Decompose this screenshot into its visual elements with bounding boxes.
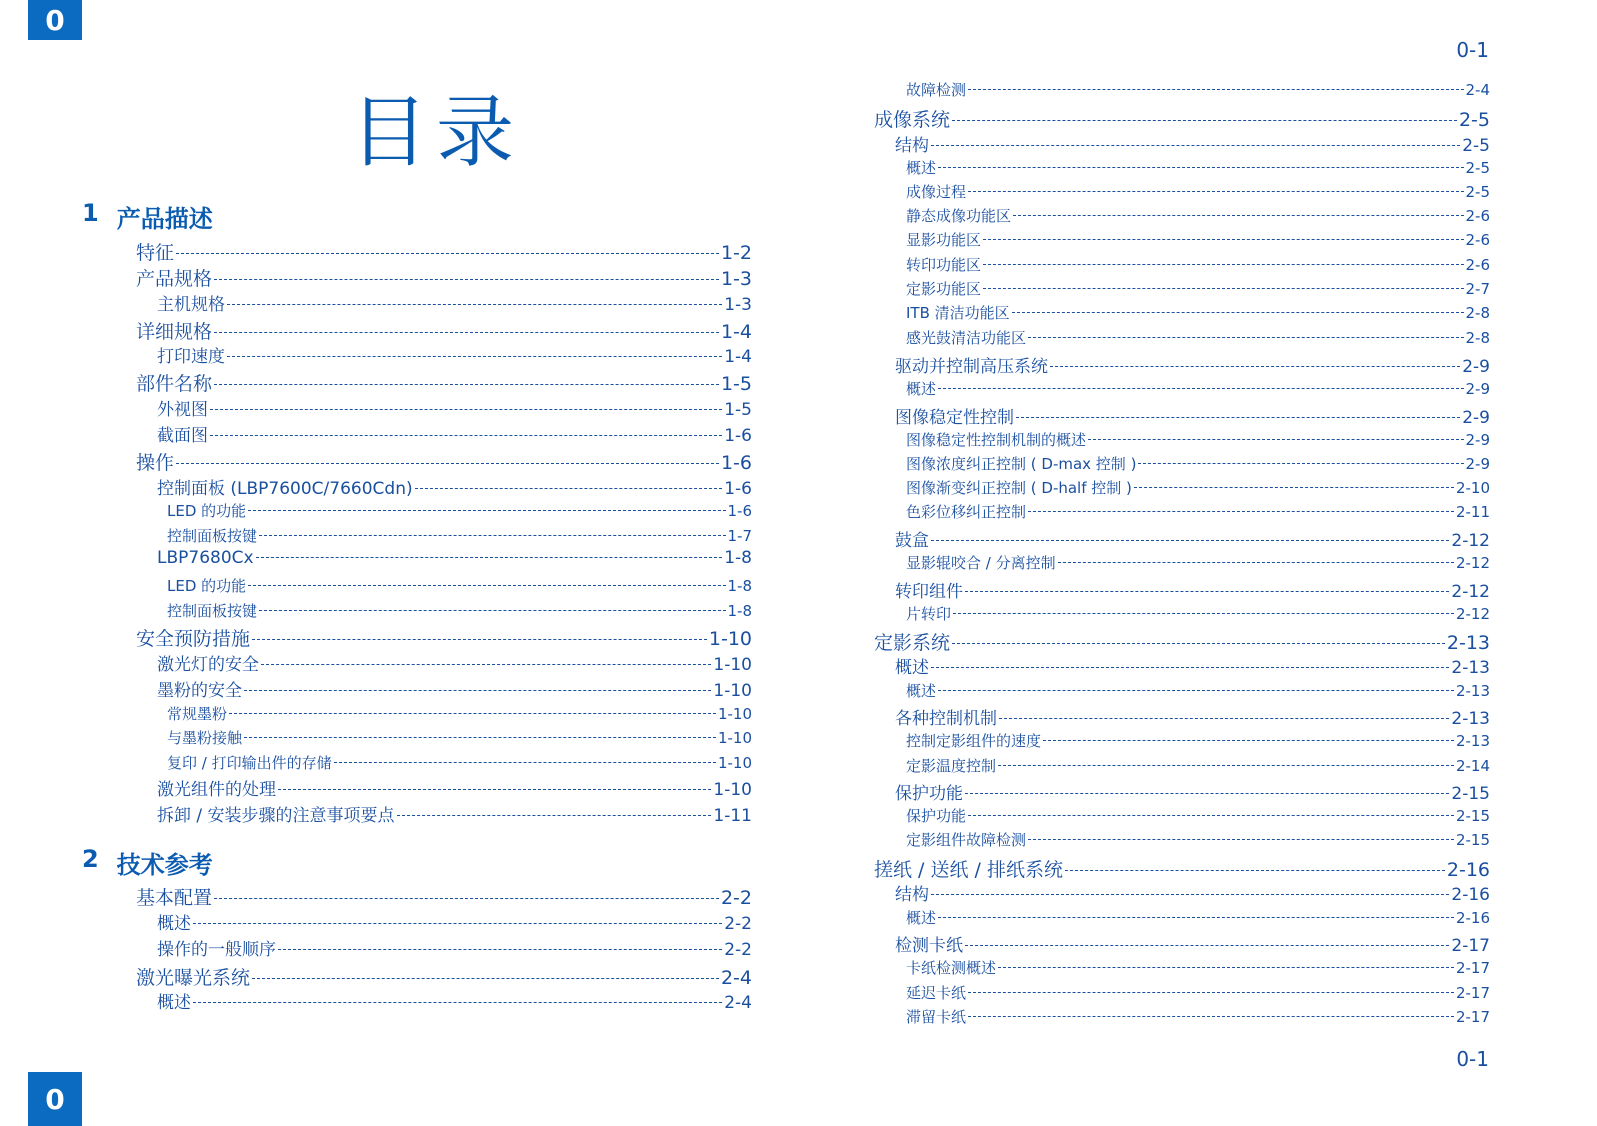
toc-entry[interactable] bbox=[906, 302, 1490, 323]
toc-dot-leader bbox=[252, 978, 719, 979]
toc-entry[interactable] bbox=[895, 352, 1490, 377]
toc-entry[interactable] bbox=[906, 501, 1490, 522]
toc-entry[interactable] bbox=[906, 829, 1490, 850]
toc-entry-page: 2-17 bbox=[1451, 936, 1490, 956]
toc-entry-title: 拆卸 / 安装步骤的注意事项要点 bbox=[157, 806, 395, 826]
toc-dot-leader bbox=[965, 945, 1449, 946]
toc-entry-page: 1-10 bbox=[708, 628, 752, 650]
toc-entry[interactable] bbox=[906, 982, 1490, 1003]
toc-dot-leader bbox=[1012, 312, 1464, 313]
toc-entry-page: 1-8 bbox=[727, 602, 752, 620]
toc-dot-leader bbox=[968, 815, 1454, 816]
toc-entry[interactable] bbox=[906, 378, 1490, 399]
toc-entry-page: 2-17 bbox=[1455, 1008, 1490, 1026]
toc-entry-title: ITB 清洁功能区 bbox=[906, 304, 1010, 322]
toc-entry[interactable] bbox=[157, 395, 752, 420]
toc-dot-leader bbox=[983, 239, 1463, 240]
toc-dot-leader bbox=[256, 557, 723, 558]
toc-dot-leader bbox=[397, 815, 712, 816]
toc-dot-leader bbox=[938, 917, 1454, 918]
toc-entry-page: 1-5 bbox=[720, 373, 752, 395]
toc-entry[interactable] bbox=[906, 477, 1490, 498]
toc-entry-page: 2-13 bbox=[1451, 709, 1490, 729]
toc-entry-title: 主机规格 bbox=[157, 295, 225, 315]
toc-entry[interactable] bbox=[906, 603, 1490, 624]
toc-entry-title: 显影辊咬合 / 分离控制 bbox=[906, 554, 1056, 572]
toc-entry[interactable] bbox=[895, 704, 1490, 729]
toc-entry-page: 2-4 bbox=[1465, 81, 1490, 99]
toc-dot-leader bbox=[1138, 463, 1463, 464]
toc-entry-page: 2-8 bbox=[1465, 329, 1490, 347]
toc-entry-page: 1-3 bbox=[720, 268, 752, 290]
toc-entry[interactable] bbox=[895, 653, 1490, 678]
toc-entry[interactable] bbox=[874, 628, 1490, 655]
toc-entry-page: 2-4 bbox=[724, 993, 752, 1013]
toc-dot-leader bbox=[938, 167, 1463, 168]
toc-entry-page: 1-6 bbox=[724, 479, 752, 499]
toc-dot-leader bbox=[227, 304, 722, 305]
toc-entry-title: 安全预防措施 bbox=[136, 628, 251, 650]
toc-entry-title: 卡纸检测概述 bbox=[906, 959, 997, 977]
section-title: 技术参考 bbox=[116, 851, 213, 879]
toc-entry-page: 2-6 bbox=[1465, 231, 1490, 249]
toc-entry-title: 搓纸 / 送纸 / 排纸系统 bbox=[874, 859, 1063, 881]
toc-entry-page: 2-2 bbox=[720, 887, 752, 909]
toc-entry-page: 1-10 bbox=[717, 705, 752, 723]
toc-entry-title: 定影系统 bbox=[874, 632, 951, 654]
toc-entry-title: 概述 bbox=[906, 159, 937, 177]
toc-entry-title: 复印 / 打印输出件的存储 bbox=[167, 754, 332, 772]
toc-entry-title: 墨粉的安全 bbox=[157, 681, 242, 701]
toc-dot-leader bbox=[965, 591, 1449, 592]
toc-entry[interactable] bbox=[167, 575, 752, 596]
toc-dot-leader bbox=[952, 120, 1457, 121]
toc-entry[interactable] bbox=[906, 453, 1490, 474]
toc-entry-title: 片转印 bbox=[906, 605, 952, 623]
toc-dot-leader bbox=[968, 992, 1454, 993]
toc-entry-page: 2-5 bbox=[1465, 183, 1490, 201]
toc-entry-page: 2-15 bbox=[1455, 807, 1490, 825]
toc-entry[interactable] bbox=[906, 957, 1490, 978]
toc-entry[interactable] bbox=[167, 752, 752, 773]
toc-entry-title: 结构 bbox=[895, 885, 929, 905]
toc-entry-page: 2-13 bbox=[1446, 632, 1490, 654]
toc-entry-title: 与墨粉接触 bbox=[167, 729, 243, 747]
toc-entry-page: 1-5 bbox=[724, 400, 752, 420]
toc-dot-leader bbox=[229, 713, 716, 714]
toc-entry[interactable] bbox=[906, 181, 1490, 202]
toc-entry-title: 概述 bbox=[157, 993, 191, 1013]
toc-entry-page: 1-7 bbox=[727, 527, 752, 545]
toc-entry-page: 2-9 bbox=[1465, 455, 1490, 473]
toc-entry-title: 滞留卡纸 bbox=[906, 1008, 967, 1026]
toc-entry-page: 2-4 bbox=[720, 967, 752, 989]
toc-dot-leader bbox=[938, 690, 1454, 691]
toc-entry[interactable] bbox=[136, 883, 752, 910]
toc-entry[interactable] bbox=[157, 421, 752, 446]
toc-entry-page: 1-10 bbox=[713, 655, 752, 675]
toc-entry-page: 1-10 bbox=[713, 780, 752, 800]
toc-entry[interactable] bbox=[167, 727, 752, 748]
section-heading bbox=[82, 199, 213, 234]
toc-entry-title: 延迟卡纸 bbox=[906, 984, 967, 1002]
page-number-bottom: 0-1 bbox=[1456, 1047, 1489, 1071]
toc-entry-title: 部件名称 bbox=[136, 373, 213, 395]
toc-dot-leader bbox=[214, 384, 719, 385]
toc-entry[interactable] bbox=[874, 855, 1490, 882]
toc-entry-page: 1-4 bbox=[724, 347, 752, 367]
toc-dot-leader bbox=[968, 1016, 1454, 1017]
toc-entry-page: 1-2 bbox=[720, 242, 752, 264]
toc-entry[interactable] bbox=[157, 474, 752, 499]
toc-dot-leader bbox=[214, 898, 719, 899]
toc-entry-title: 详细规格 bbox=[136, 321, 213, 343]
toc-entry[interactable] bbox=[157, 988, 752, 1013]
toc-dot-leader bbox=[953, 613, 1454, 614]
toc-entry[interactable] bbox=[136, 963, 752, 990]
toc-dot-leader bbox=[1050, 366, 1460, 367]
toc-dot-leader bbox=[983, 288, 1463, 289]
toc-dot-leader bbox=[248, 585, 725, 586]
toc-entry[interactable] bbox=[906, 327, 1490, 348]
toc-entry-page: 2-15 bbox=[1451, 784, 1490, 804]
page-number-top: 0-1 bbox=[1456, 38, 1489, 62]
toc-entry[interactable] bbox=[906, 755, 1490, 776]
toc-entry-title: 激光组件的处理 bbox=[157, 780, 276, 800]
toc-entry-page: 2-17 bbox=[1455, 984, 1490, 1002]
toc-dot-leader bbox=[968, 89, 1463, 90]
toc-entry-page: 2-13 bbox=[1455, 682, 1490, 700]
toc-entry[interactable] bbox=[157, 909, 752, 934]
toc-entry-page: 2-12 bbox=[1455, 554, 1490, 572]
toc-entry[interactable] bbox=[906, 680, 1490, 701]
toc-dot-leader bbox=[278, 789, 711, 790]
toc-entry-page: 2-2 bbox=[724, 940, 752, 960]
toc-entry[interactable] bbox=[906, 805, 1490, 826]
toc-entry-page: 2-5 bbox=[1458, 109, 1490, 131]
toc-entry-page: 2-9 bbox=[1462, 357, 1490, 377]
toc-dot-leader bbox=[210, 409, 722, 410]
toc-dot-leader bbox=[176, 463, 719, 464]
toc-dot-leader bbox=[1016, 417, 1460, 418]
toc-entry-title: 成像过程 bbox=[906, 183, 967, 201]
toc-entry[interactable] bbox=[906, 730, 1490, 751]
toc-entry-page: 1-11 bbox=[713, 806, 752, 826]
toc-entry[interactable] bbox=[906, 429, 1490, 450]
toc-entry[interactable] bbox=[874, 105, 1490, 132]
section-number: 1 bbox=[82, 199, 99, 227]
toc-entry-title: 概述 bbox=[906, 380, 937, 398]
toc-entry-page: 2-15 bbox=[1455, 831, 1490, 849]
toc-dot-leader bbox=[176, 253, 719, 254]
toc-dot-leader bbox=[1065, 870, 1445, 871]
toc-entry-title: LED 的功能 bbox=[167, 577, 247, 595]
toc-dot-leader bbox=[210, 435, 722, 436]
toc-entry-page: 1-10 bbox=[713, 681, 752, 701]
toc-entry-title: 保护功能 bbox=[906, 807, 967, 825]
toc-entry-title: 打印速度 bbox=[157, 347, 225, 367]
toc-entry-title: 图像稳定性控制机制的概述 bbox=[906, 431, 1087, 449]
toc-entry-page: 2-16 bbox=[1455, 909, 1490, 927]
toc-entry-page: 1-8 bbox=[727, 577, 752, 595]
toc-entry-title: 故障检测 bbox=[906, 81, 967, 99]
toc-dot-leader bbox=[278, 949, 722, 950]
toc-entry-title: 常规墨粉 bbox=[167, 705, 228, 723]
toc-entry[interactable] bbox=[906, 229, 1490, 250]
toc-dot-leader bbox=[261, 664, 711, 665]
toc-entry[interactable] bbox=[906, 157, 1490, 178]
toc-entry-page: 2-16 bbox=[1446, 859, 1490, 881]
toc-entry[interactable] bbox=[136, 317, 752, 344]
toc-entry[interactable] bbox=[167, 525, 752, 546]
toc-entry[interactable] bbox=[157, 342, 752, 367]
toc-entry-title: 激光曝光系统 bbox=[136, 967, 251, 989]
toc-dot-leader bbox=[227, 356, 722, 357]
toc-entry-title: 概述 bbox=[895, 658, 929, 678]
toc-entry-page: 2-13 bbox=[1451, 658, 1490, 678]
toc-entry-page: 1-6 bbox=[724, 426, 752, 446]
toc-dot-leader bbox=[1043, 740, 1454, 741]
toc-dot-leader bbox=[1028, 839, 1454, 840]
toc-entry-title: 定影温度控制 bbox=[906, 757, 997, 775]
toc-entry-title: 基本配置 bbox=[136, 887, 213, 909]
section-title: 产品描述 bbox=[116, 205, 213, 233]
toc-entry-title: 感光鼓清洁功能区 bbox=[906, 329, 1027, 347]
toc-entry-title: 激光灯的安全 bbox=[157, 655, 259, 675]
toc-entry[interactable] bbox=[895, 403, 1490, 428]
toc-entry[interactable] bbox=[895, 131, 1490, 156]
toc-entry-page: 1-10 bbox=[717, 754, 752, 772]
toc-entry-page: 2-5 bbox=[1462, 136, 1490, 156]
toc-entry[interactable] bbox=[895, 779, 1490, 804]
toc-entry-page: 2-9 bbox=[1465, 380, 1490, 398]
toc-dot-leader bbox=[334, 762, 716, 763]
toc-entry[interactable] bbox=[157, 676, 752, 701]
toc-entry-page: 1-4 bbox=[720, 321, 752, 343]
toc-entry-title: 操作的一般顺序 bbox=[157, 940, 276, 960]
toc-dot-leader bbox=[931, 145, 1460, 146]
toc-entry-page: 2-7 bbox=[1465, 280, 1490, 298]
toc-entry-title: 图像稳定性控制 bbox=[895, 408, 1014, 428]
toc-entry-title: 保护功能 bbox=[895, 784, 963, 804]
toc-dot-leader bbox=[252, 639, 707, 640]
toc-entry-page: 1-10 bbox=[717, 729, 752, 747]
toc-dot-leader bbox=[965, 793, 1449, 794]
toc-entry[interactable] bbox=[906, 254, 1490, 275]
toc-entry-title: 检测卡纸 bbox=[895, 936, 963, 956]
toc-title: 目录 bbox=[350, 88, 523, 178]
toc-dot-leader bbox=[1028, 511, 1454, 512]
toc-entry-title: 定影功能区 bbox=[906, 280, 982, 298]
toc-entry-page: 2-6 bbox=[1465, 256, 1490, 274]
toc-entry-page: 1-6 bbox=[720, 452, 752, 474]
toc-entry[interactable] bbox=[157, 290, 752, 315]
toc-entry-page: 2-12 bbox=[1451, 582, 1490, 602]
toc-entry[interactable] bbox=[906, 552, 1490, 573]
toc-entry-title: 控制面板按键 bbox=[167, 527, 258, 545]
toc-entry-page: 2-17 bbox=[1455, 959, 1490, 977]
toc-entry[interactable] bbox=[167, 703, 752, 724]
toc-entry-page: 2-8 bbox=[1465, 304, 1490, 322]
toc-entry-title: 色彩位移纠正控制 bbox=[906, 503, 1027, 521]
toc-dot-leader bbox=[931, 540, 1449, 541]
toc-entry-title: 概述 bbox=[906, 682, 937, 700]
toc-entry-title: 定影组件故障检测 bbox=[906, 831, 1027, 849]
toc-dot-leader bbox=[214, 332, 719, 333]
toc-entry-title: 操作 bbox=[136, 452, 175, 474]
toc-dot-leader bbox=[1028, 337, 1463, 338]
toc-entry[interactable] bbox=[167, 600, 752, 621]
toc-entry-title: 驱动并控制高压系统 bbox=[895, 357, 1048, 377]
toc-entry[interactable] bbox=[895, 526, 1490, 551]
toc-entry-title: 控制定影组件的速度 bbox=[906, 732, 1042, 750]
toc-dot-leader bbox=[248, 510, 725, 511]
toc-entry-title: 静态成像功能区 bbox=[906, 207, 1012, 225]
toc-dot-leader bbox=[983, 264, 1463, 265]
toc-entry-page: 2-2 bbox=[724, 914, 752, 934]
toc-entry[interactable] bbox=[157, 548, 752, 568]
toc-entry-page: 2-11 bbox=[1455, 503, 1490, 521]
toc-entry-page: 1-8 bbox=[724, 548, 752, 568]
toc-entry[interactable] bbox=[136, 448, 752, 475]
toc-entry[interactable] bbox=[136, 624, 752, 651]
chapter-tab-top: 0 bbox=[28, 0, 82, 40]
toc-dot-leader bbox=[244, 737, 716, 738]
toc-dot-leader bbox=[968, 191, 1463, 192]
toc-entry-title: 控制面板按键 bbox=[167, 602, 258, 620]
toc-dot-leader bbox=[193, 923, 722, 924]
toc-entry-page: 1-3 bbox=[724, 295, 752, 315]
toc-entry-page: 2-10 bbox=[1455, 479, 1490, 497]
toc-entry-page: 2-6 bbox=[1465, 207, 1490, 225]
toc-dot-leader bbox=[998, 967, 1454, 968]
toc-entry[interactable] bbox=[136, 238, 752, 265]
toc-entry[interactable] bbox=[167, 500, 752, 521]
toc-entry-title: 结构 bbox=[895, 136, 929, 156]
toc-dot-leader bbox=[415, 488, 723, 489]
toc-entry[interactable] bbox=[895, 880, 1490, 905]
toc-entry-title: 概述 bbox=[157, 914, 191, 934]
toc-dot-leader bbox=[1013, 215, 1463, 216]
toc-entry[interactable] bbox=[906, 907, 1490, 928]
toc-entry[interactable] bbox=[157, 801, 752, 826]
toc-entry[interactable] bbox=[895, 577, 1490, 602]
toc-entry-page: 2-12 bbox=[1451, 531, 1490, 551]
toc-entry-title: 转印组件 bbox=[895, 582, 963, 602]
toc-entry-title: 显影功能区 bbox=[906, 231, 982, 249]
toc-entry-title: 概述 bbox=[906, 909, 937, 927]
section-heading bbox=[82, 845, 213, 880]
toc-dot-leader bbox=[938, 388, 1463, 389]
toc-entry[interactable] bbox=[906, 205, 1490, 226]
toc-entry-title: 截面图 bbox=[157, 426, 208, 446]
toc-dot-leader bbox=[259, 610, 725, 611]
toc-dot-leader bbox=[952, 643, 1445, 644]
toc-entry-page: 1-6 bbox=[727, 502, 752, 520]
toc-entry-page: 2-5 bbox=[1465, 159, 1490, 177]
toc-entry-title: 图像渐变纠正控制 ( D-half 控制 ) bbox=[906, 479, 1132, 497]
toc-entry-page: 2-16 bbox=[1451, 885, 1490, 905]
toc-dot-leader bbox=[1088, 439, 1463, 440]
toc-dot-leader bbox=[193, 1002, 722, 1003]
toc-entry[interactable] bbox=[906, 278, 1490, 299]
toc-dot-leader bbox=[931, 894, 1449, 895]
toc-entry[interactable] bbox=[906, 79, 1490, 100]
toc-entry[interactable] bbox=[895, 931, 1490, 956]
toc-entry-title: 各种控制机制 bbox=[895, 709, 997, 729]
toc-dot-leader bbox=[1058, 562, 1454, 563]
toc-dot-leader bbox=[931, 667, 1449, 668]
toc-entry-title: 产品规格 bbox=[136, 268, 213, 290]
toc-entry-title: 成像系统 bbox=[874, 109, 951, 131]
toc-entry-title: 转印功能区 bbox=[906, 256, 982, 274]
toc-entry-title: LBP7680Cx bbox=[157, 548, 254, 568]
toc-entry[interactable] bbox=[906, 1006, 1490, 1027]
toc-entry-page: 2-9 bbox=[1465, 431, 1490, 449]
toc-entry-title: 特征 bbox=[136, 242, 175, 264]
chapter-tab-bottom: 0 bbox=[28, 1072, 82, 1126]
toc-entry-page: 2-13 bbox=[1455, 732, 1490, 750]
toc-dot-leader bbox=[244, 690, 711, 691]
toc-entry-title: 控制面板 (LBP7600C/7660Cdn) bbox=[157, 479, 413, 499]
toc-dot-leader bbox=[259, 535, 725, 536]
toc-entry[interactable] bbox=[157, 775, 752, 800]
toc-dot-leader bbox=[1134, 487, 1454, 488]
toc-dot-leader bbox=[214, 279, 719, 280]
toc-dot-leader bbox=[999, 718, 1449, 719]
toc-entry-page: 2-9 bbox=[1462, 408, 1490, 428]
toc-entry-page: 2-12 bbox=[1455, 605, 1490, 623]
toc-entry-title: LED 的功能 bbox=[167, 502, 247, 520]
toc-entry[interactable] bbox=[157, 935, 752, 960]
toc-entry-title: 鼓盒 bbox=[895, 531, 929, 551]
toc-entry-page: 2-14 bbox=[1455, 757, 1490, 775]
toc-entry[interactable] bbox=[157, 650, 752, 675]
toc-entry-title: 外视图 bbox=[157, 400, 208, 420]
section-number: 2 bbox=[82, 845, 99, 873]
toc-dot-leader bbox=[998, 765, 1454, 766]
toc-entry-title: 图像浓度纠正控制 ( D-max 控制 ) bbox=[906, 455, 1137, 473]
toc-entry[interactable] bbox=[136, 369, 752, 396]
toc-entry[interactable] bbox=[136, 264, 752, 291]
